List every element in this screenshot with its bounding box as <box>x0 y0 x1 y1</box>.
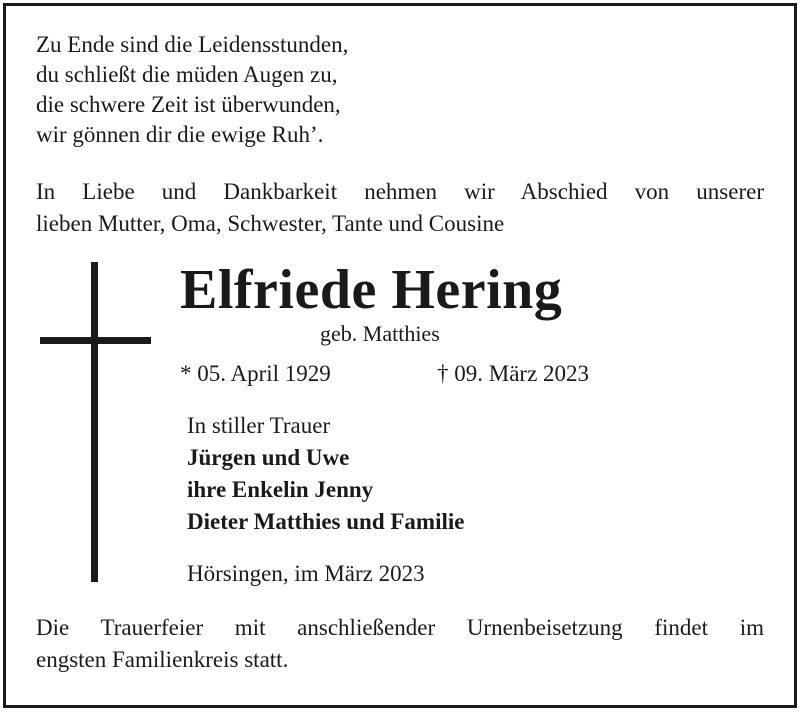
closing-text <box>36 612 764 676</box>
mourner-name: ihre Enkelin Jenny <box>187 477 374 502</box>
mourner-name: Dieter Matthies und Familie <box>187 509 465 534</box>
closing-line: engsten Familienkreis statt. <box>36 647 289 672</box>
birth-date: * 05. April 1929 <box>180 361 331 386</box>
poem <box>36 30 348 150</box>
place-date: Hörsingen, im März 2023 <box>187 561 425 586</box>
poem-line: Zu Ende sind die Leidensstunden, <box>36 32 349 57</box>
deceased-name: Elfriede Hering <box>180 259 563 321</box>
mourners-heading: In stiller Trauer <box>187 413 331 438</box>
death-date: † 09. März 2023 <box>437 361 590 386</box>
intro-line: In Liebe und Dankbarkeit nehmen wir Abschied von unserer <box>36 179 764 204</box>
poem-line: du schließt die müden Augen zu, <box>36 62 338 87</box>
mourners-block <box>187 410 464 538</box>
intro-text <box>36 176 764 240</box>
mourner-name: Jürgen und Uwe <box>187 445 350 470</box>
cross-vertical-bar <box>91 262 98 582</box>
intro-line: lieben Mutter, Oma, Schwester, Tante und Cousine <box>36 211 505 236</box>
closing-line: Die Trauerfeier mit anschließender Urnenbeisetzung findet im <box>36 615 764 640</box>
cross-horizontal-bar <box>40 337 151 344</box>
maiden-name: geb. Matthies <box>320 321 440 346</box>
poem-line: wir gönnen dir die ewige Ruh’. <box>36 122 324 147</box>
poem-line: die schwere Zeit ist überwunden, <box>36 92 341 117</box>
